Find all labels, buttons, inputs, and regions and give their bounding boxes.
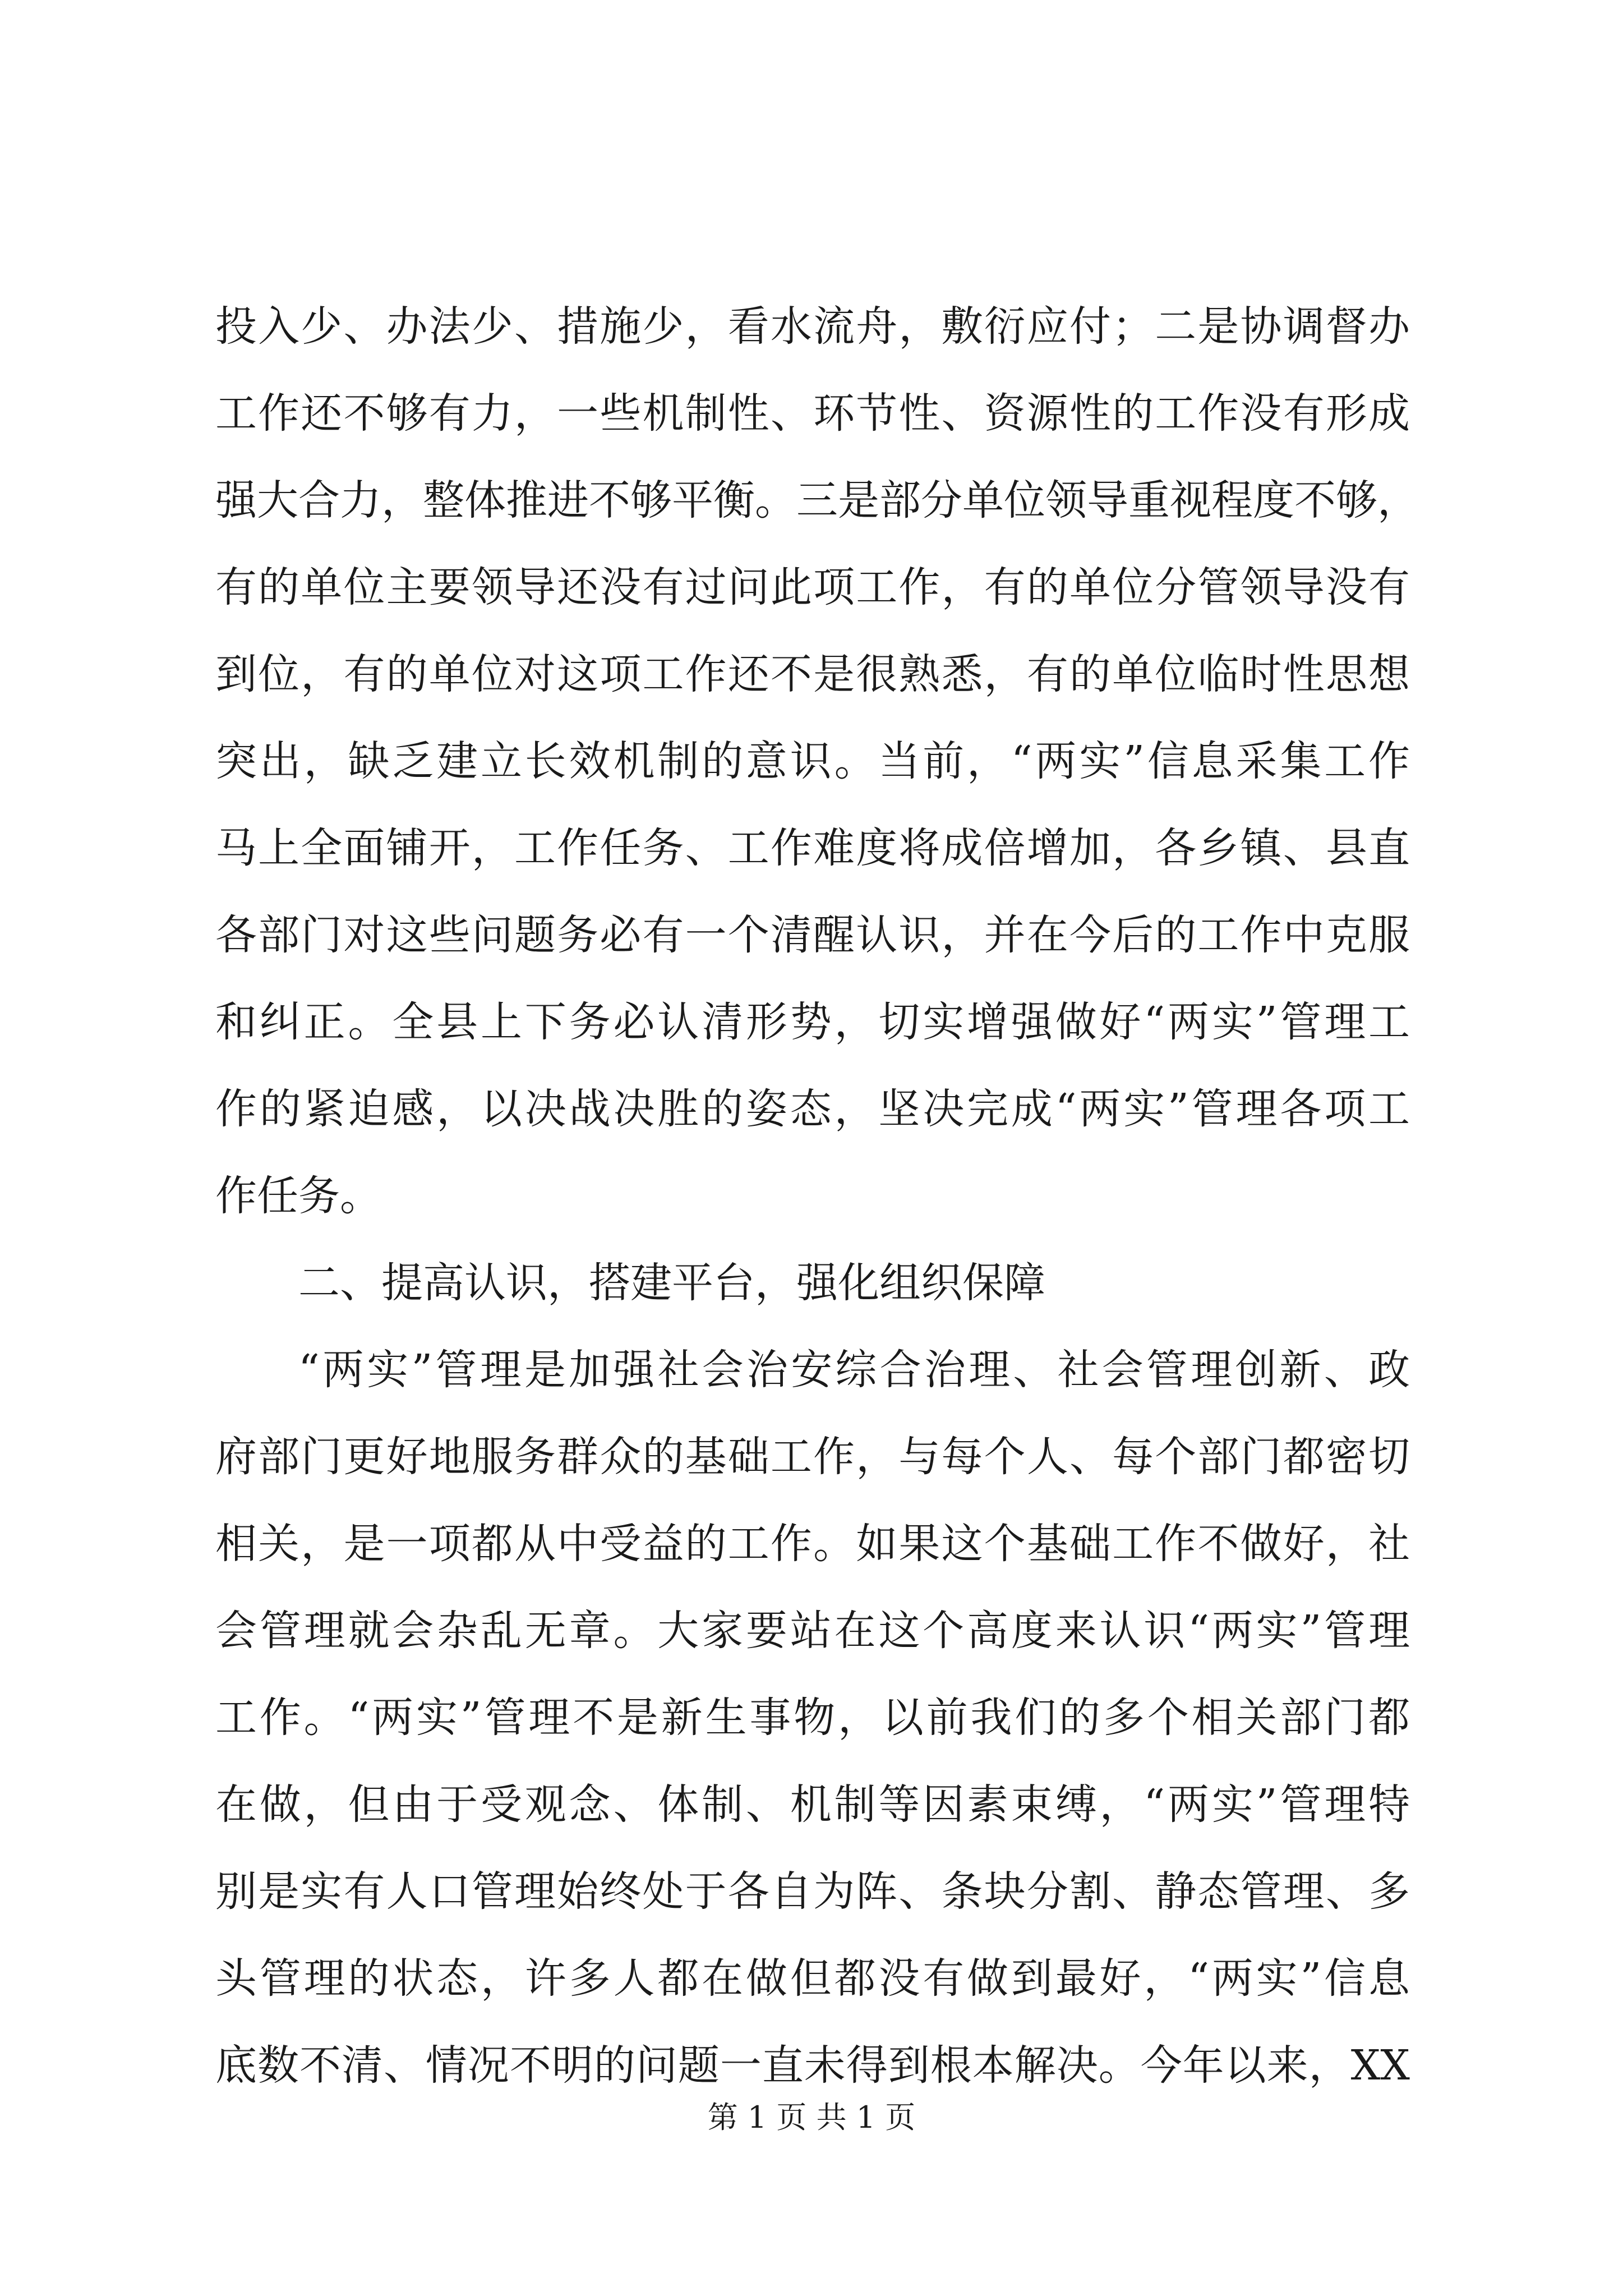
text-line: 工作。“两实”管理不是新生事物，以前我们的多个相关部门都 bbox=[215, 1694, 1410, 1742]
text-line: 工作还不够有力，一些机制性、环节性、资源性的工作没有形成 bbox=[215, 389, 1410, 438]
text-line: 到位，有的单位对这项工作还不是很熟悉，有的单位临时性思想 bbox=[215, 650, 1410, 698]
text-line: 突出，缺乏建立长效机制的意识。当前，“两实”信息采集工作 bbox=[215, 737, 1410, 785]
text-line: 会管理就会杂乱无章。大家要站在这个高度来认识“两实”管理 bbox=[215, 1607, 1410, 1655]
text-line: 作的紧迫感，以决战决胜的姿态，坚决完成“两实”管理各项工 bbox=[215, 1085, 1410, 1133]
text-line: 马上全面铺开，工作任务、工作难度将成倍增加，各乡镇、县直 bbox=[215, 824, 1410, 872]
paragraph-first-line: “两实”管理是加强社会治安综合治理、社会管理创新、政 bbox=[298, 1346, 1410, 1394]
body-text bbox=[215, 283, 1419, 2109]
text-line: 有的单位主要领导还没有过问此项工作，有的单位分管领导没有 bbox=[215, 563, 1410, 611]
text-line: 各部门对这些问题务必有一个清醒认识，并在今后的工作中克服 bbox=[215, 911, 1410, 959]
text-line: 和纠正。全县上下务必认清形势，切实增强做好“两实”管理工 bbox=[215, 998, 1410, 1046]
text-line: 底数不清、情况不明的问题一直未得到根本解决。今年以来，XX bbox=[215, 2041, 1410, 2090]
text-line: 在做，但由于受观念、体制、机制等因素束缚，“两实”管理特 bbox=[215, 1780, 1410, 1829]
text-line: 强大合力，整体推进不够平衡。三是部分单位领导重视程度不够， bbox=[215, 476, 1419, 524]
section-heading: 二、提高认识，搭建平台，强化组织保障 bbox=[298, 1259, 1045, 1307]
text-line: 投入少、办法少、措施少，看水流舟，敷衍应付；二是协调督办 bbox=[215, 302, 1410, 351]
text-line: 相关，是一项都从中受益的工作。如果这个基础工作不做好，社 bbox=[215, 1520, 1410, 1568]
text-line: 别是实有人口管理始终处于各自为阵、条块分割、静态管理、多 bbox=[215, 1867, 1410, 1916]
text-line: 府部门更好地服务群众的基础工作，与每个人、每个部门都密切 bbox=[215, 1433, 1410, 1481]
text-line: 头管理的状态，许多人都在做但都没有做到最好，“两实”信息 bbox=[215, 1954, 1410, 2003]
text-line: 作任务。 bbox=[215, 1172, 381, 1220]
page-footer: 第 1 页 共 1 页 bbox=[707, 2100, 916, 2135]
